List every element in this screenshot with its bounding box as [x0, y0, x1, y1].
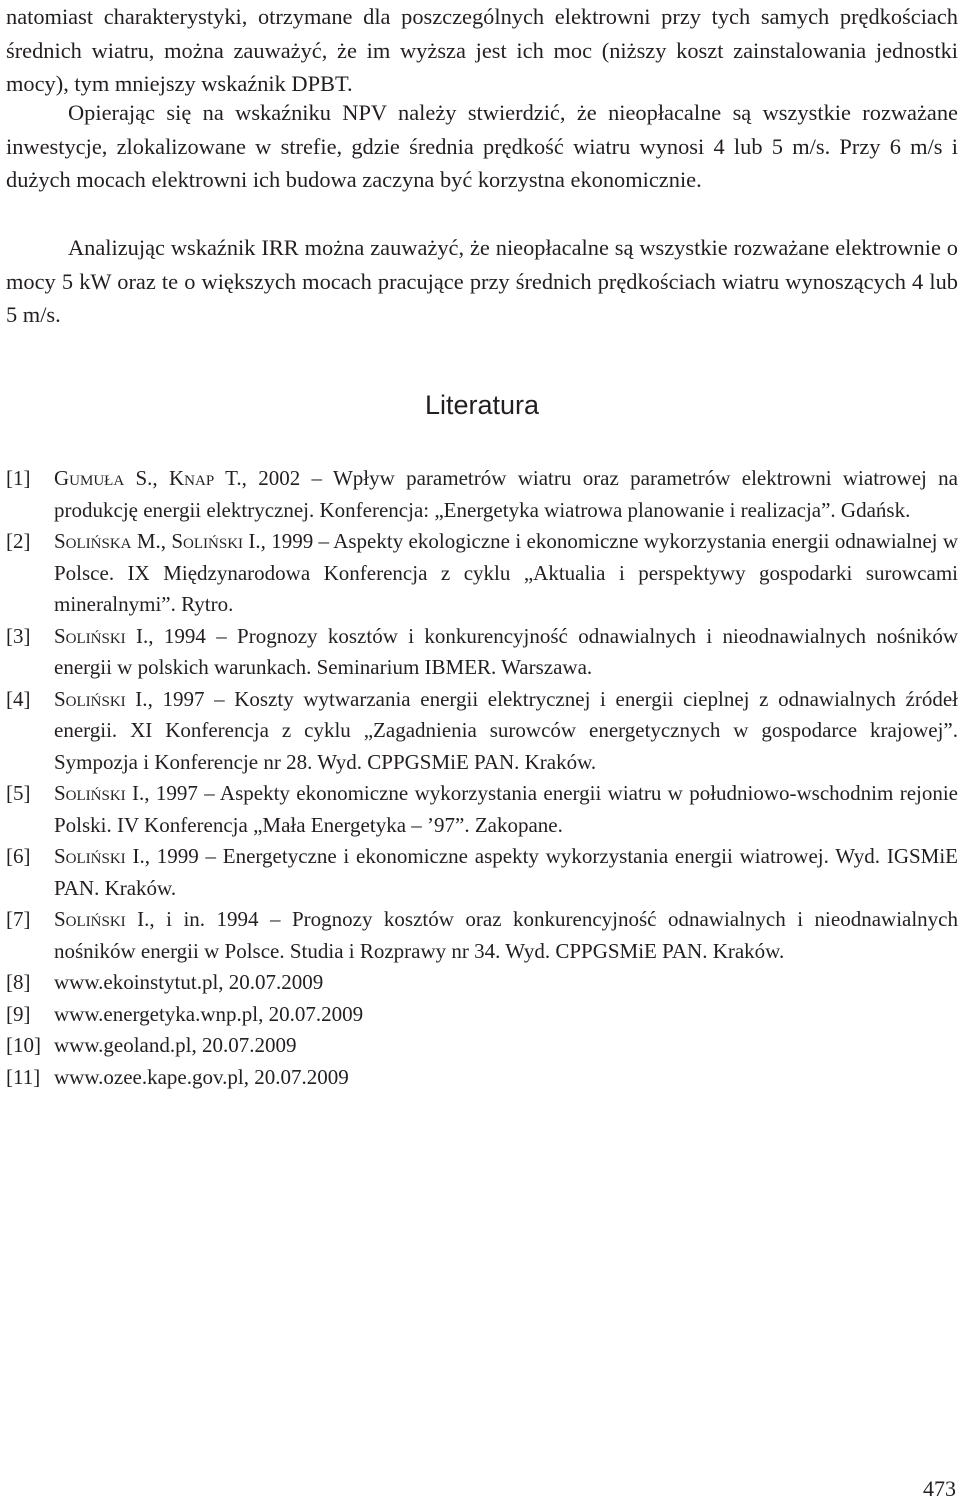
reference-authors: Gumuła S., Knap T.	[54, 466, 242, 490]
reference-text: , 2002 – Wpływ parametrów wiatru oraz parametrów elektrowni wiatrowej na produkcję energii elektrycznej. Konferencja: „Energetyka wiatrowa planowanie i realizacja”. Gdańsk.	[54, 466, 958, 522]
reference-body	[54, 463, 958, 526]
reference-text: , 1994 – Prognozy kosztów i konkurencyjność odnawialnych i nieodnawialnych nośników energii w polskich warunkach. Seminarium IBMER. Warszawa.	[54, 623, 958, 679]
reference-text: , i in. 1994 – Prognozy kosztów oraz konkurencyjność odnawialnych i nieodnawialnych nośników energii w Polsce. Studia i Rozprawy nr 34. Wyd. CPPGSMiE PAN. Kraków.	[54, 907, 958, 963]
reference-link[interactable]: www.ekoinstytut.pl, 20.07.2009	[54, 970, 324, 994]
reference-item	[6, 463, 958, 526]
reference-item	[6, 1062, 958, 1094]
reference-number: [1]	[6, 466, 31, 490]
paragraph-3: Analizując wskaźnik IRR można zauważyć, że nieopłacalne są wszystkie rozważane elektrownie o mocy 5 kW oraz te o większych mocach pracujące przy średnich prędkościach wiatru wynoszących 4 lub 5 m/s.	[6, 235, 958, 328]
reference-list	[6, 463, 958, 1093]
reference-text: , 1997 – Koszty wytwarzania energii elektrycznej i energii cieplnej z odnawialnych źródeł energii. XI Konferencja z cyklu „Zagadnienia surowców energetycznych w gospodarce krajowej”. Sympozja i Konferencje nr 28. Wyd. CPPGSMiE PAN. Kraków.	[54, 686, 959, 774]
reference-item	[6, 778, 958, 841]
paragraph-2: Opierając się na wskaźniku NPV należy stwierdzić, że nieopłacalne są wszystkie rozważane inwestycje, zlokalizowane w strefie, gdzie średnia prędkość wiatru wynosi 4 lub 5 m/s. Przy 6 m/s i dużych mocach elektrowni ich budowa zaczyna być korzystna ekonomicznie.	[6, 100, 958, 193]
reference-authors: Soliński I.	[54, 907, 150, 931]
reference-text: , 1997 – Aspekty ekonomiczne wykorzystania energii wiatru w południowo-wschodnim rejonie Polski. IV Konferencja „Mała Energetyka – ’97”. Zakopane.	[54, 781, 959, 837]
reference-number: [9]	[6, 1001, 31, 1026]
reference-authors: Soliński I.	[54, 686, 148, 711]
reference-item	[6, 621, 958, 684]
reference-authors: Soliński I.	[54, 844, 145, 868]
reference-body	[54, 778, 958, 841]
reference-authors: Soliński I.	[54, 781, 145, 805]
reference-link[interactable]: www.energetyka.wnp.pl, 20.07.2009	[54, 1001, 364, 1026]
reference-item	[6, 684, 958, 779]
reference-text: , 1999 – Aspekty ekologiczne i ekonomiczne wykorzystania energii odnawialnej w Polsce. IX Międzynarodowa Konferencja z cyklu „Aktualia i perspektywy gospodarki surowcami mineralnymi”. Rytro.	[54, 529, 958, 616]
reference-item	[6, 904, 958, 967]
reference-number: [3]	[6, 623, 31, 648]
reference-number: [7]	[6, 907, 31, 931]
reference-item	[6, 1030, 958, 1062]
paragraph-1: natomiast charakterystyki, otrzymane dla poszczególnych elektrowni przy tych samych prędkościach średnich wiatru, można zauważyć, że im wyższa jest ich moc (niższy koszt zainstalowania jednostki mocy), tym mniejszy wskaźnik DPBT.	[6, 4, 958, 97]
reference-body	[54, 904, 958, 967]
reference-body	[54, 684, 958, 779]
section-heading: Literatura	[424, 390, 540, 420]
reference-number: [10]	[6, 1033, 41, 1057]
reference-number: [2]	[6, 529, 31, 553]
reference-number: [4]	[6, 686, 31, 711]
reference-number: [5]	[6, 781, 31, 805]
reference-link[interactable]: www.geoland.pl, 20.07.2009	[54, 1033, 297, 1057]
reference-number: [8]	[6, 970, 31, 994]
reference-body	[54, 621, 958, 684]
page-number: 473	[923, 1476, 956, 1501]
reference-body	[54, 526, 958, 621]
reference-authors: Solińska M., Soliński I.	[54, 529, 261, 553]
reference-number: [6]	[6, 844, 31, 868]
reference-item	[6, 526, 958, 621]
reference-number: [11]	[6, 1064, 41, 1089]
reference-text: , 1999 – Energetyczne i ekonomiczne aspekty wykorzystania energii wiatrowej. Wyd. IGSMiE PAN. Kraków.	[54, 844, 958, 900]
reference-body	[54, 841, 958, 904]
reference-link[interactable]: www.ozee.kape.gov.pl, 20.07.2009	[54, 1064, 349, 1089]
reference-item	[6, 841, 958, 904]
reference-item	[6, 967, 958, 999]
reference-item	[6, 999, 958, 1031]
reference-authors: Soliński I.	[54, 623, 149, 648]
